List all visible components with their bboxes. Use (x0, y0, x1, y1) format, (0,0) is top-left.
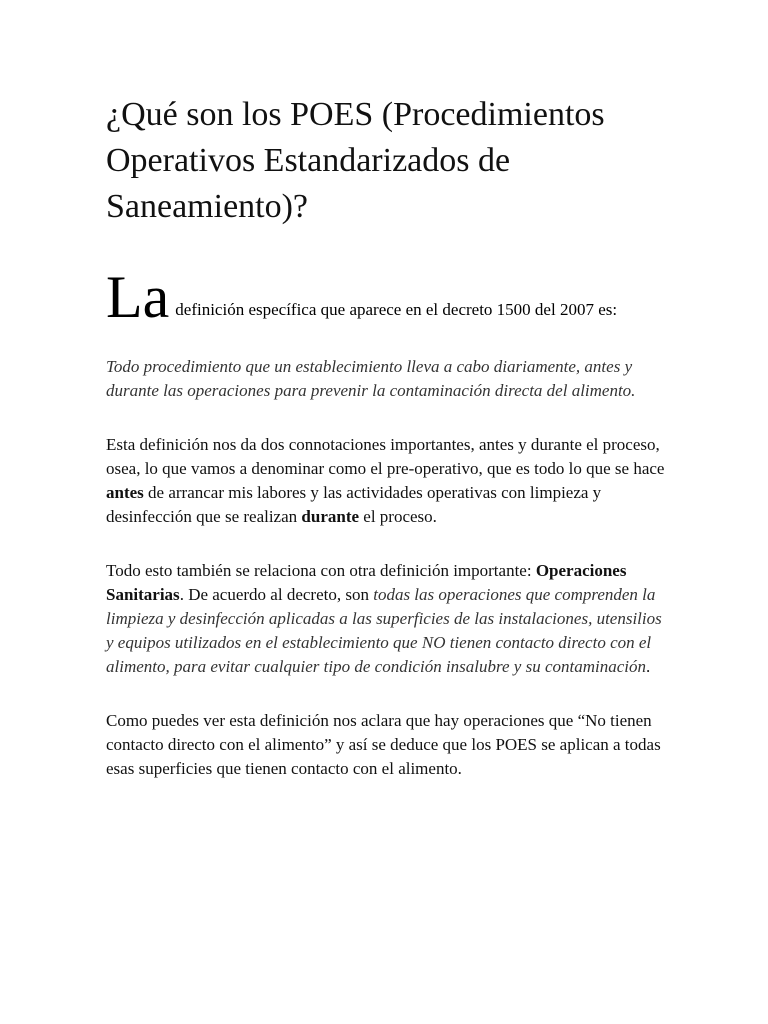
term-operaciones-sanitarias: Operaciones Sanitarias (106, 561, 627, 604)
intro-text: definición específica que aparece en el decreto 1500 del 2007 es: (175, 300, 618, 319)
intro-paragraph (106, 264, 666, 330)
paragraph-text: el proceso. (359, 507, 437, 526)
page-title: ¿Qué son los POES (Procedimientos Operativos Estandarizados de Saneamiento)? (106, 96, 605, 225)
paragraph-text: . De acuerdo al decreto, son (179, 585, 374, 604)
decree-definition: todas las operaciones que comprenden la limpieza y desinfección aplicadas a las superficies de las instalaciones, utensilios y equipos utilizados en el establecimiento que NO tienen contacto directo con el alimento, para evitar cualquier tipo de condición insalubre y su contaminación (106, 585, 662, 676)
paragraph-connotations (106, 433, 666, 529)
paragraph-text: Todo esto también se relaciona con otra definición importante: (106, 561, 536, 580)
definition-quote: Todo procedimiento que un establecimiento lleva a cabo diariamente, antes y durante las operaciones para prevenir la contaminación directa del alimento. (106, 357, 636, 400)
paragraph-text: de arrancar mis labores y las actividades operativas con limpieza y desinfección que se realizan (106, 483, 602, 526)
drop-cap: La (106, 264, 170, 330)
paragraph-text: Esta definición nos da dos connotaciones importantes, antes y durante el proceso, osea, lo que vamos a denominar como el pre-operativo, que es todo lo que se hace (106, 435, 665, 478)
paragraph-text: . (645, 657, 651, 676)
paragraph-conclusion: Como puedes ver esta definición nos aclara que hay operaciones que “No tienen contacto directo con el alimento” y así se deduce que los POES se aplican a todas esas superficies que tienen contacto con el alimento. (106, 711, 661, 778)
emphasis-durante: durante (301, 507, 360, 526)
paragraph-operaciones-sanitarias (106, 559, 666, 679)
document-page (106, 92, 666, 781)
emphasis-antes: antes (106, 483, 144, 502)
